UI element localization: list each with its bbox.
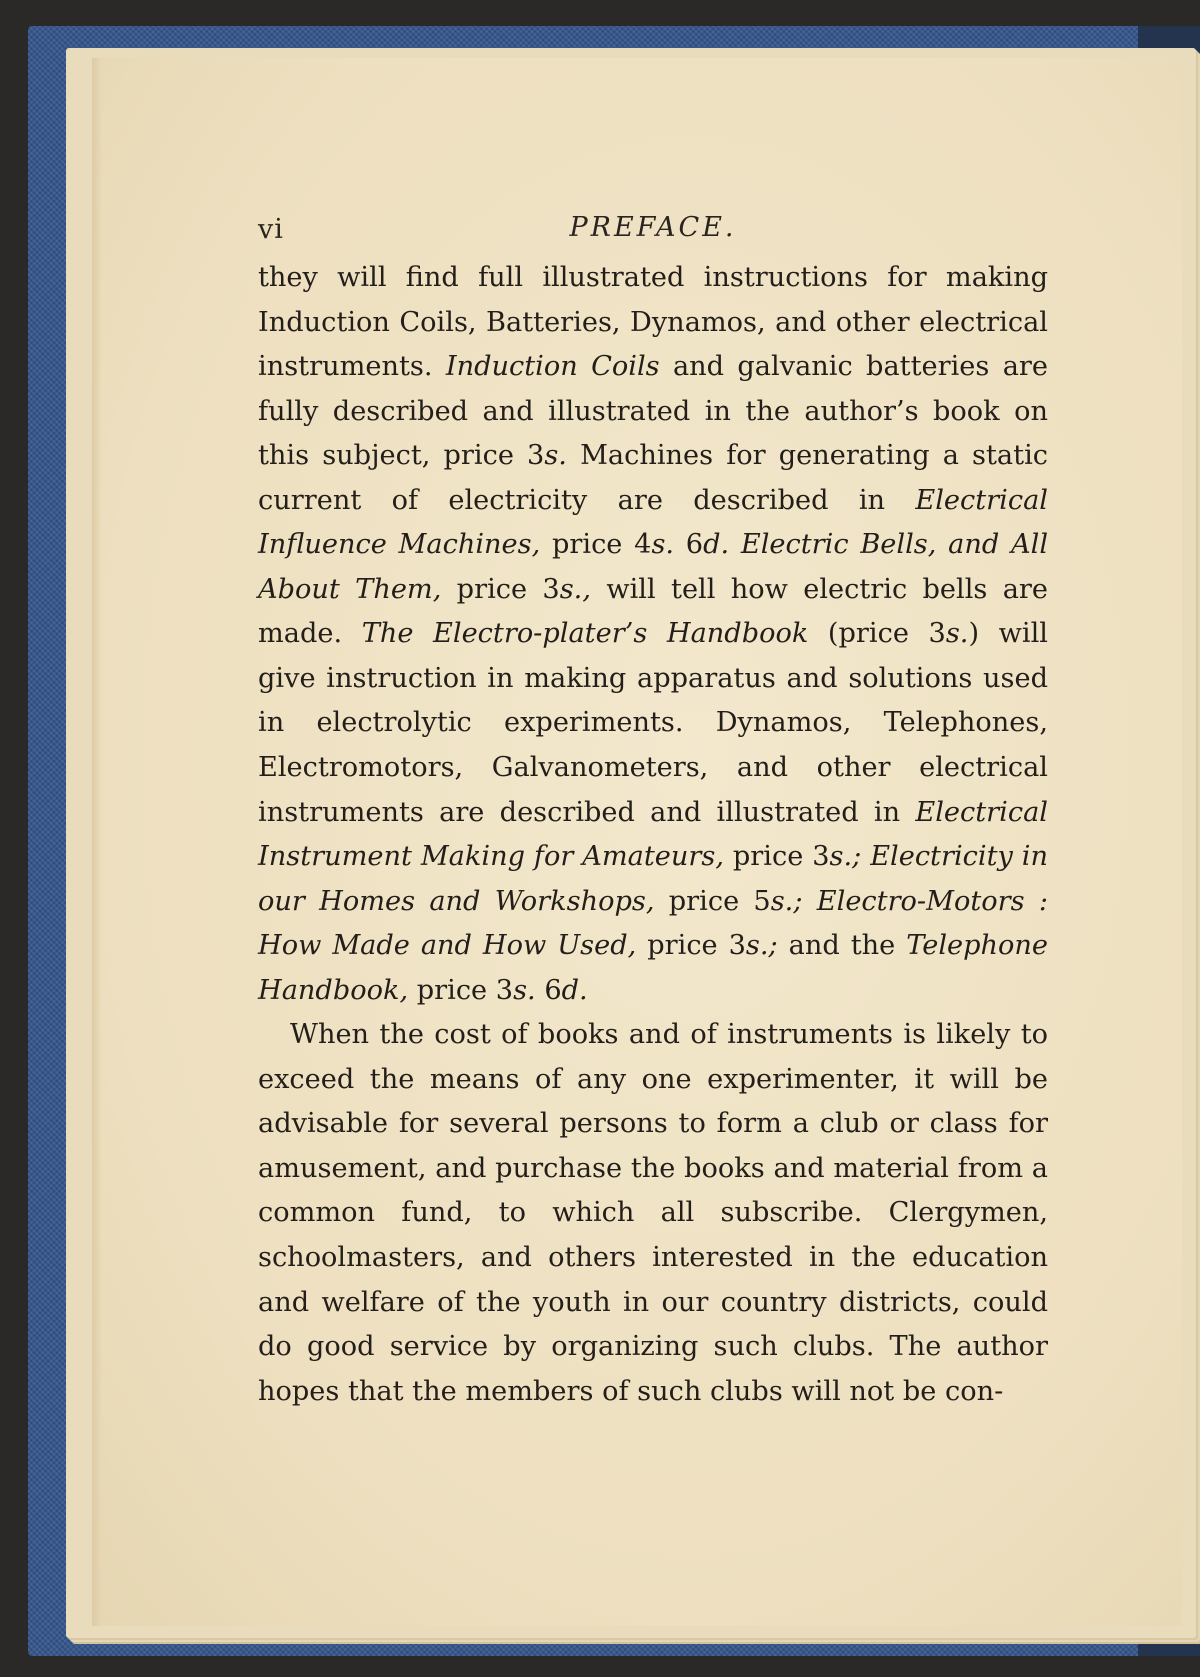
italic-text-run: s.; [770, 885, 803, 917]
italic-text-run: s. [651, 529, 675, 561]
italic-text-run: The Electro-plater’s Handbook [361, 618, 809, 650]
italic-text-run: Electrical Influence Machines, [258, 484, 1048, 561]
text-run: 6 [535, 974, 562, 1006]
page-gutter-shadow [92, 58, 102, 1626]
text-run: When the cost of books and of instruments is likely to exceed the means of any one experimenter, it will be advisable for several persons to form a club or class for amusement, and purchase the books and material from a common fund, to which all subscribe. Clergymen, schoolmasters, and others interested in the education and welfare of the youth in our country districts, could do good service by organizing such clubs. The author hopes that the members of such clubs will not be con- [258, 1019, 1048, 1407]
text-run: and galvanic batteries are fully described and illustrated in the author’s book on this subject, price 3 [258, 351, 1048, 472]
running-title: PREFACE. [569, 212, 737, 243]
italic-text-run: s. [544, 440, 567, 472]
text-run: they will find full illustrated instructions for making Induction Coils, Batteries, Dynamos, and other electrical instruments. [258, 262, 1048, 383]
italic-text-run: Electricity in our Homes and Workshops, [258, 841, 1048, 917]
text-run [729, 529, 741, 560]
paragraph [258, 256, 1048, 1013]
italic-text-run: s. [513, 974, 536, 1006]
italic-text-run: Electric Bells, and All About Them, [258, 529, 1049, 605]
italic-text-run: s.; [829, 841, 862, 873]
text-run: will tell how electric bells are made. [258, 573, 1049, 650]
text-run: price 3 [723, 841, 830, 873]
italic-text-run: s. [945, 618, 969, 650]
text-run: price 3 [636, 930, 746, 962]
italic-text-run: Telephone Handbook, [258, 930, 1049, 1006]
text-run: Machines for generating a static current of electricity are described in [258, 440, 1048, 516]
text-run [861, 841, 870, 872]
text-run [803, 886, 817, 917]
text-run: price 3 [441, 573, 560, 605]
italic-text-run: s.; [745, 930, 778, 962]
text-run: price 5 [654, 885, 771, 917]
paragraph [258, 1013, 1048, 1414]
text-run: price 3 [408, 974, 514, 1006]
italic-text-run: Induction Coils [445, 351, 660, 383]
text-run: (price 3 [808, 618, 946, 650]
page-number: vi [258, 214, 284, 245]
italic-text-run: d. [703, 529, 730, 561]
text-run: and the [777, 930, 907, 962]
italic-text-run: Electrical Instrument Making for Amateurs, [258, 796, 1048, 873]
text-run: price 4 [540, 529, 652, 561]
italic-text-run: Electro-Motors : How Made and How Used, [258, 885, 1048, 962]
italic-text-run: d. [561, 974, 588, 1006]
text-run: 6 [674, 529, 704, 561]
body-text [258, 256, 1048, 1414]
text-run: ) will give instruction in making apparatus and solutions used in electrolytic experiments. Dynamos, Telephones, Electromotors, Galvanometers, and other electrical instruments are described and illustrated in [258, 618, 1048, 828]
page-header [258, 210, 1048, 250]
italic-text-run: s., [559, 573, 591, 605]
